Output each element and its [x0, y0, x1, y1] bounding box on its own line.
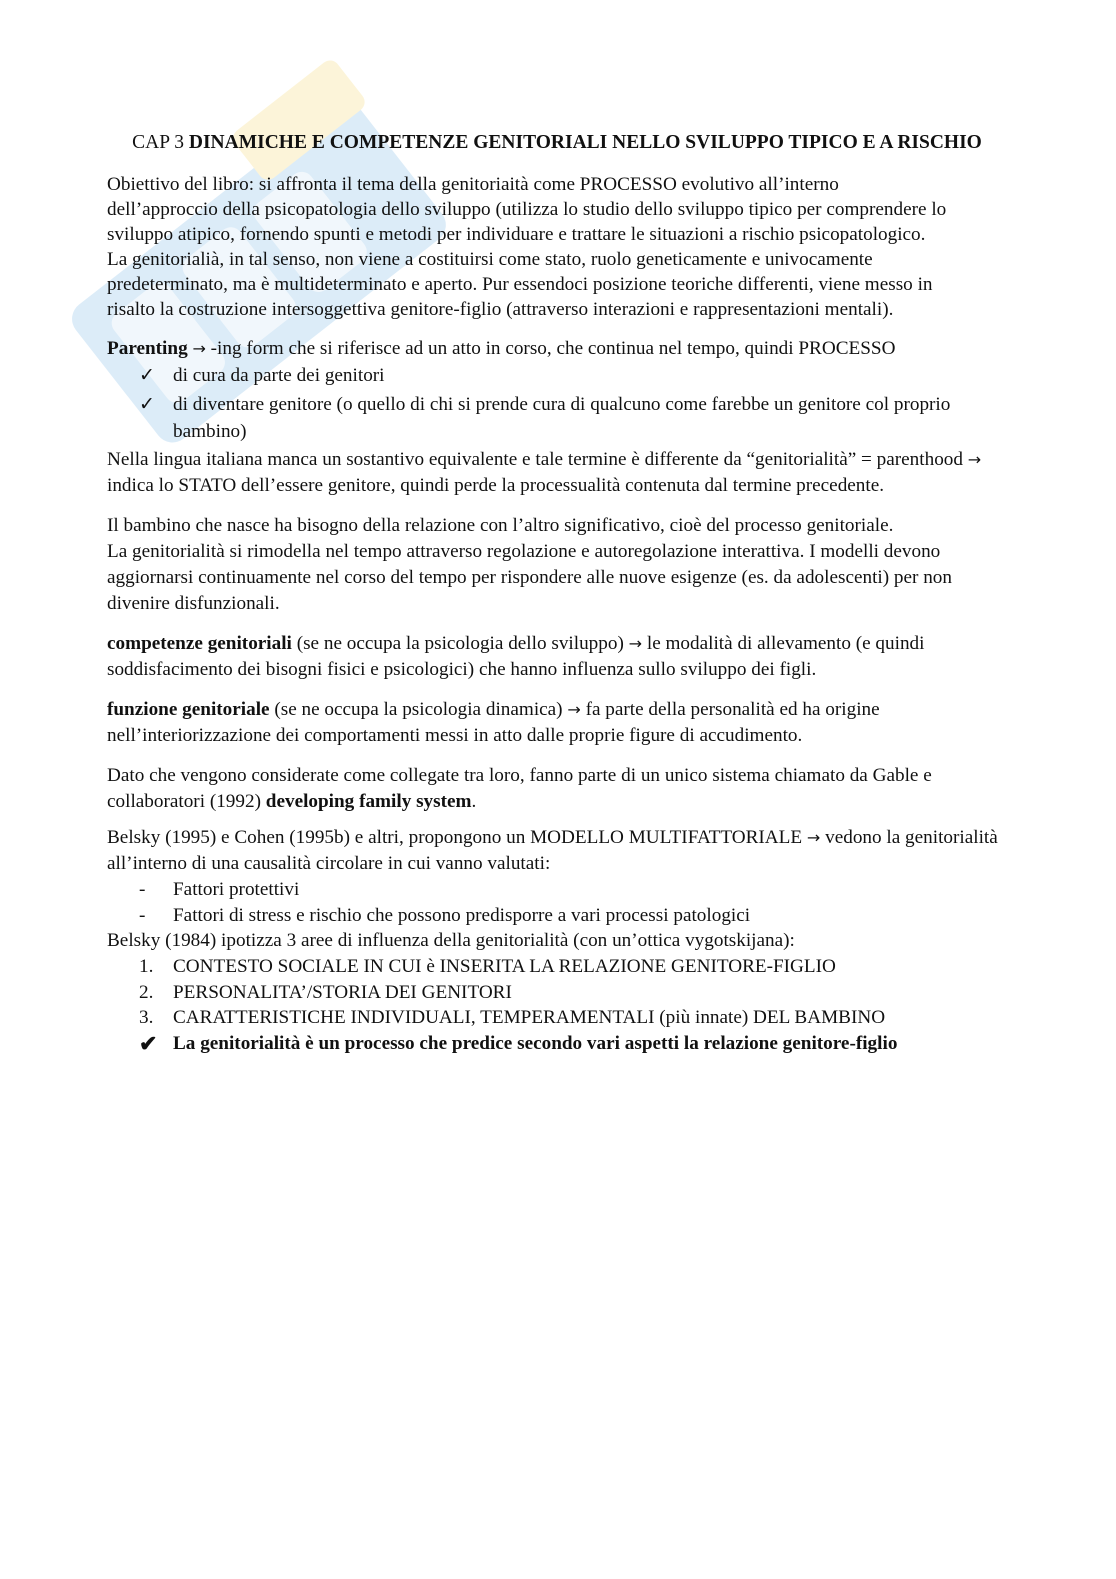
parenting-text: -ing form che si riferisce ad un atto in corso, che continua nel tempo, quindi PROCESSO: [205, 338, 896, 359]
intro-line: dell’approccio della psicopatologia dello sviluppo (utilizza lo studio dello sviluppo tipico per comprendere lo: [107, 199, 947, 220]
list-item-text: CONTESTO SOCIALE IN CUI è INSERITA LA RELAZIONE GENITORE-FIGLIO: [173, 956, 836, 977]
conclusion-item: [107, 1031, 1007, 1057]
list-item: [107, 954, 1007, 980]
dash-bullet: -: [139, 879, 146, 900]
parenting-term: Parenting: [107, 338, 188, 359]
parenthood-paragraph: [107, 447, 1007, 499]
list-item: [107, 1005, 1007, 1031]
list-number: 3.: [139, 1007, 154, 1028]
parenting-definition: [107, 336, 1007, 362]
funzione-paragraph: [107, 697, 1007, 749]
chapter-title: DINAMICHE E COMPETENZE GENITORIALI NELLO SVILUPPO TIPICO E A RISCHIO: [188, 132, 982, 153]
competenze-text: le modalità di allevamento (e quindi soddisfacimento dei bisogni fisici e psicologici) che hanno influenza sullo sviluppo dei figli.: [107, 633, 925, 680]
arrow-icon: →: [567, 700, 581, 719]
system-text: .: [471, 791, 477, 812]
factors-list: [107, 877, 1007, 928]
arrow-icon: →: [192, 339, 206, 358]
conclusion-text: La genitorialità è un processo che predice secondo vari aspetti la relazione genitore-figlio: [173, 1032, 898, 1054]
competenze-text: (se ne occupa la psicologia dello sviluppo): [291, 633, 629, 654]
system-paragraph: [107, 763, 1007, 815]
parenthood-text: Nella lingua italiana manca un sostantivo equivalente e tale termine è differente da “genitorialità” = parenthood: [107, 449, 968, 470]
dash-bullet: -: [139, 904, 146, 926]
list-item-text: Fattori protettivi: [173, 879, 300, 900]
system-term: developing family system: [265, 791, 472, 812]
arrow-icon: →: [967, 450, 982, 469]
parenting-list: [107, 362, 1007, 445]
arrow-icon: →: [806, 828, 821, 847]
list-item: [107, 877, 1007, 903]
list-item: [107, 362, 1007, 389]
parenthood-text: indica lo STATO dell’essere genitore, quindi perde la processualità contenuta dal termine precedente.: [107, 475, 885, 496]
funzione-term: funzione genitoriale: [107, 699, 270, 720]
belsky1984-intro: Belsky (1984) ipotizza 3 aree di influenza della genitorialità (con un’ottica vygotskijana):: [107, 930, 795, 951]
check-icon: ✓: [139, 365, 156, 386]
relation-paragraph: La genitorialità si rimodella nel tempo attraverso regolazione e autoregolazione interattiva. I modelli devono aggiornarsi continuamente nel corso del tempo per rispondere alle nuove esigenze (es. da adolescenti) per non divenire disfunzionali.: [107, 541, 952, 614]
conclusion-list: [107, 1031, 1007, 1057]
list-item: [107, 980, 1007, 1006]
list-item-text: di cura da parte dei genitori: [173, 365, 385, 386]
arrow-icon: →: [628, 634, 643, 653]
competenze-term: competenze genitoriali: [107, 633, 292, 654]
list-number: 2.: [139, 981, 154, 1003]
chapter-label: CAP 3: [132, 132, 184, 153]
relation-line: Il bambino che nasce ha bisogno della relazione con l’altro significativo, cioè del processo genitoriale.: [107, 515, 894, 536]
belsky1995-paragraph: [107, 825, 1007, 877]
list-item-text: Fattori di stress e rischio che possono predisporre a vari processi patologici: [173, 904, 751, 926]
system-text: Dato che vengono considerate come collegate tra loro, fanno parte di un unico sistema chiamato da Gable e collaboratori (1992): [107, 765, 932, 812]
intro-line: Obiettivo del libro: si affronta il tema della genitoriaità come PROCESSO evolutivo all’interno: [107, 174, 839, 195]
list-item-text: di diventare genitore (o quello di chi si prende cura di qualcuno come farebbe un genitore col proprio bambino): [173, 394, 951, 442]
page-title: [107, 130, 1007, 156]
list-item-text: PERSONALITA’/STORIA DEI GENITORI: [173, 981, 512, 1003]
belsky1995-text: vedono la genitorialità all’interno di una causalità circolare in cui vanno valutati:: [107, 827, 998, 874]
intro-line: risalto la costruzione intersoggettiva genitore-figlio (attraverso interazioni e rappresentazioni mentali).: [107, 299, 894, 320]
check-icon: ✓: [139, 394, 156, 415]
intro-line: sviluppo atipico, fornendo spunti e metodi per individuare e trattare le situazioni a rischio psicopatologico.: [107, 224, 926, 245]
document-page: [107, 130, 1007, 1056]
funzione-text: fa parte della personalità ed ha origine nell’interiorizzazione dei comportamenti messi in atto dalle proprie figure di accudimento.: [107, 699, 880, 746]
intro-paragraph: [107, 172, 1007, 322]
funzione-text: (se ne occupa la psicologia dinamica): [269, 699, 568, 720]
list-item-text: CARATTERISTICHE INDIVIDUALI, TEMPERAMENTALI (più innate) DEL BAMBINO: [173, 1007, 886, 1028]
list-item: [107, 903, 1007, 929]
belsky1995-text: Belsky (1995) e Cohen (1995b) e altri, propongono un MODELLO MULTIFATTORIALE: [107, 827, 807, 848]
check-icon: ✔: [139, 1030, 158, 1056]
list-item: [107, 391, 1007, 445]
areas-list: [107, 954, 1007, 1031]
intro-line: La genitorialià, in tal senso, non viene a costituirsi come stato, ruolo geneticamente e univocamente: [107, 249, 873, 270]
list-number: 1.: [139, 956, 154, 977]
intro-line: predeterminato, ma è multideterminato e aperto. Pur essendoci posizione teoriche differenti, viene messo in: [107, 274, 933, 295]
competenze-paragraph: [107, 631, 1007, 683]
